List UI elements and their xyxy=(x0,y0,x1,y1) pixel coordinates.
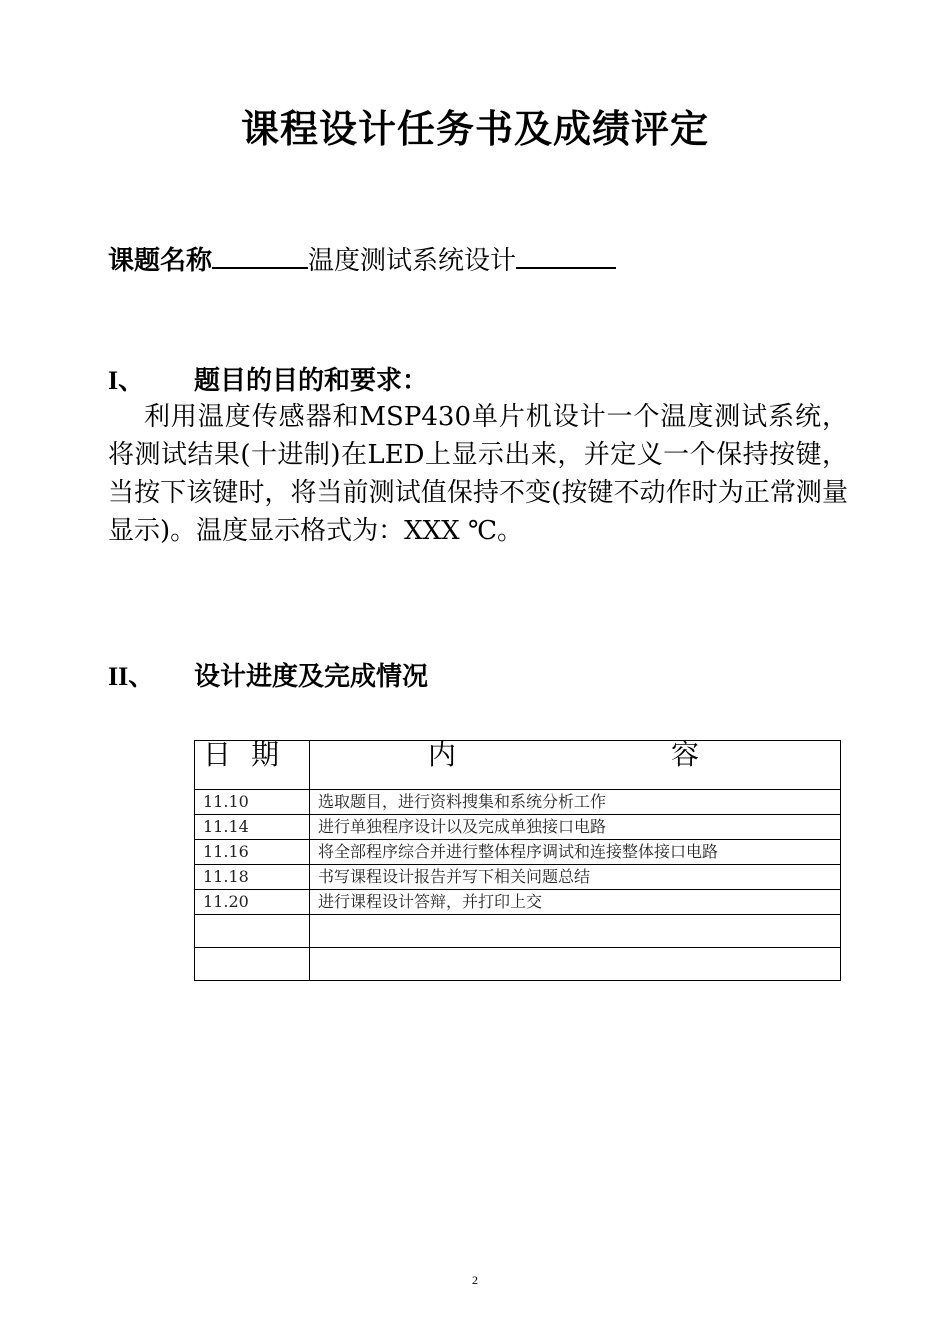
row-date: 11.14 xyxy=(195,815,310,840)
row-content: 进行课程设计答辩，并打印上交 xyxy=(310,890,841,915)
topic-underline-left xyxy=(212,245,308,269)
row-date: 11.16 xyxy=(195,840,310,865)
section-1-title: 题目的目的和要求： xyxy=(194,366,429,396)
table-row xyxy=(195,890,841,915)
table-row xyxy=(195,815,841,840)
row-content: 书写课程设计报告并写下相关问题总结 xyxy=(310,865,841,890)
table-row xyxy=(195,790,841,815)
section-1-number: I、 xyxy=(108,366,145,395)
row-content: 进行单独程序设计以及完成单独接口电路 xyxy=(310,815,841,840)
row-date-empty xyxy=(195,948,310,981)
topic-underline-right xyxy=(516,245,616,269)
page-number: 2 xyxy=(472,1273,478,1287)
section-1-heading xyxy=(108,360,428,397)
row-date: 11.20 xyxy=(195,890,310,915)
row-content-empty xyxy=(310,915,841,948)
header-date: 日期 xyxy=(195,741,310,790)
row-date: 11.18 xyxy=(195,865,310,890)
table-row-empty xyxy=(195,948,841,981)
header-content-b: 容 xyxy=(671,738,700,771)
header-content xyxy=(310,738,841,790)
table-row xyxy=(195,865,841,890)
section-2-number: II、 xyxy=(108,662,155,691)
schedule-table xyxy=(194,740,841,981)
row-content: 选取题目，进行资料搜集和系统分析工作 xyxy=(310,790,841,815)
row-content: 将全部程序综合并进行整体程序调试和连接整体接口电路 xyxy=(310,840,841,865)
row-date-empty xyxy=(195,915,310,948)
row-content-empty xyxy=(310,948,841,981)
topic-value: 温度测试系统设计 xyxy=(308,246,517,276)
section-2-title: 设计进度及完成情况 xyxy=(194,662,429,692)
table-header-row xyxy=(195,741,841,790)
page-title: 课程设计任务书及成绩评定 xyxy=(240,107,709,151)
table-row-empty xyxy=(195,915,841,948)
topic-label: 课题名称 xyxy=(108,246,213,276)
table-row xyxy=(195,840,841,865)
row-date: 11.10 xyxy=(195,790,310,815)
header-content-a: 内 xyxy=(428,738,457,771)
section-1-body: 利用温度传感器和MSP430单片机设计一个温度测试系统，将测试结果(十进制)在LED上显示出来，并定义一个保持按键，当按下该键时，将当前测试值保持不变(按键不动作时为正常测量显示)。温度显示格式为：XXX ℃。 xyxy=(108,402,848,546)
section-2-heading xyxy=(108,656,428,693)
topic-line xyxy=(108,240,616,277)
